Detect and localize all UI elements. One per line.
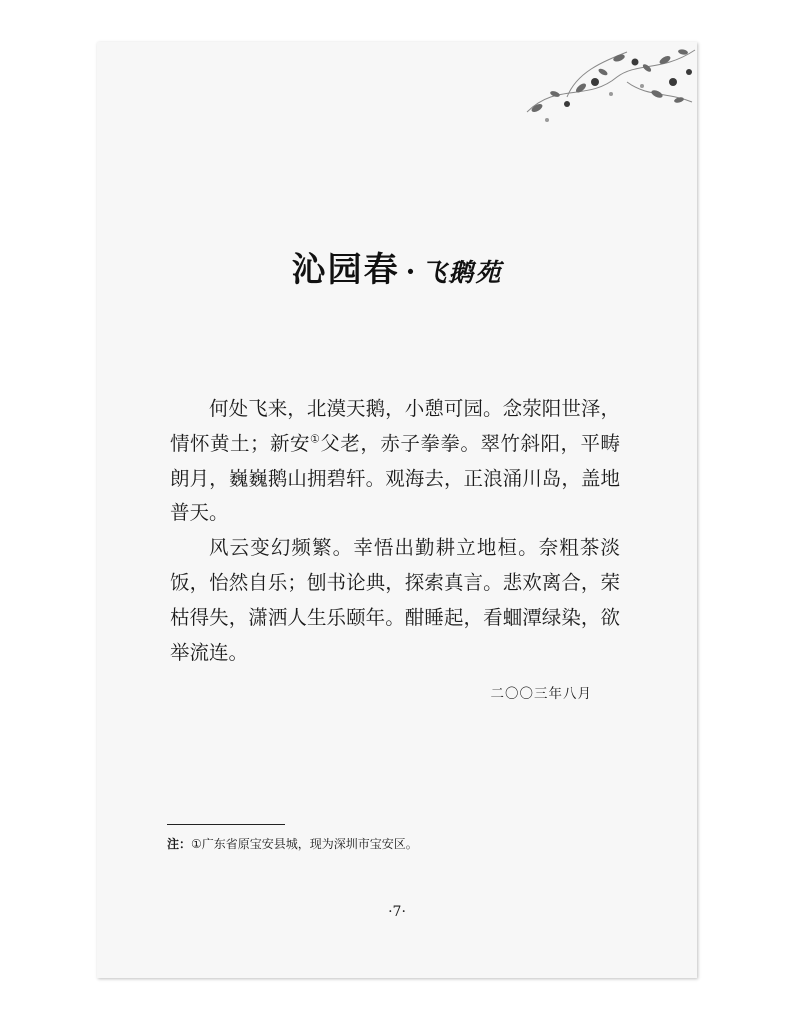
title-separator: ·: [405, 255, 416, 288]
poem-stanza-1-part-a: 何处飞来，北漠天鹅，小憩可园。念荥阳世泽，情怀黄土；新安: [170, 397, 620, 455]
poem-stanza-2: 风云变幻频繁。幸悟出勤耕立地桓。奈粗茶淡饭，怡然自乐；刨书论典，探索真言。悲欢离合，荣枯得失，潇洒人生乐颐年。酣睡起，看蜖潭绿染，欲举流连。: [170, 536, 620, 664]
date-line: 二〇〇三年八月: [490, 686, 592, 702]
floral-vine-icon: [507, 42, 697, 132]
poem-body: [170, 392, 620, 670]
page-number: ·7·: [388, 904, 406, 920]
title-main: 沁园春: [291, 250, 400, 290]
poem-stanza-1: [170, 392, 620, 531]
title-subtitle: 飞鹅苑: [421, 258, 503, 287]
footnote-divider: [167, 824, 285, 825]
poem-stanza-1-part-b: 父老，赤子拳拳。翠竹斜阳，平畴朗月，巍巍鹅山拥碧轩。观海去，正浪涌川岛，盖地普天。: [170, 431, 620, 525]
footnote-marker: ①: [310, 432, 321, 446]
book-page: [97, 42, 697, 978]
footnote-label: 注：: [167, 837, 192, 851]
footnote: [167, 835, 418, 852]
footnote-text: ①广东省原宝安县城，现为深圳市宝安区。: [191, 837, 418, 851]
poem-title: [97, 242, 697, 291]
